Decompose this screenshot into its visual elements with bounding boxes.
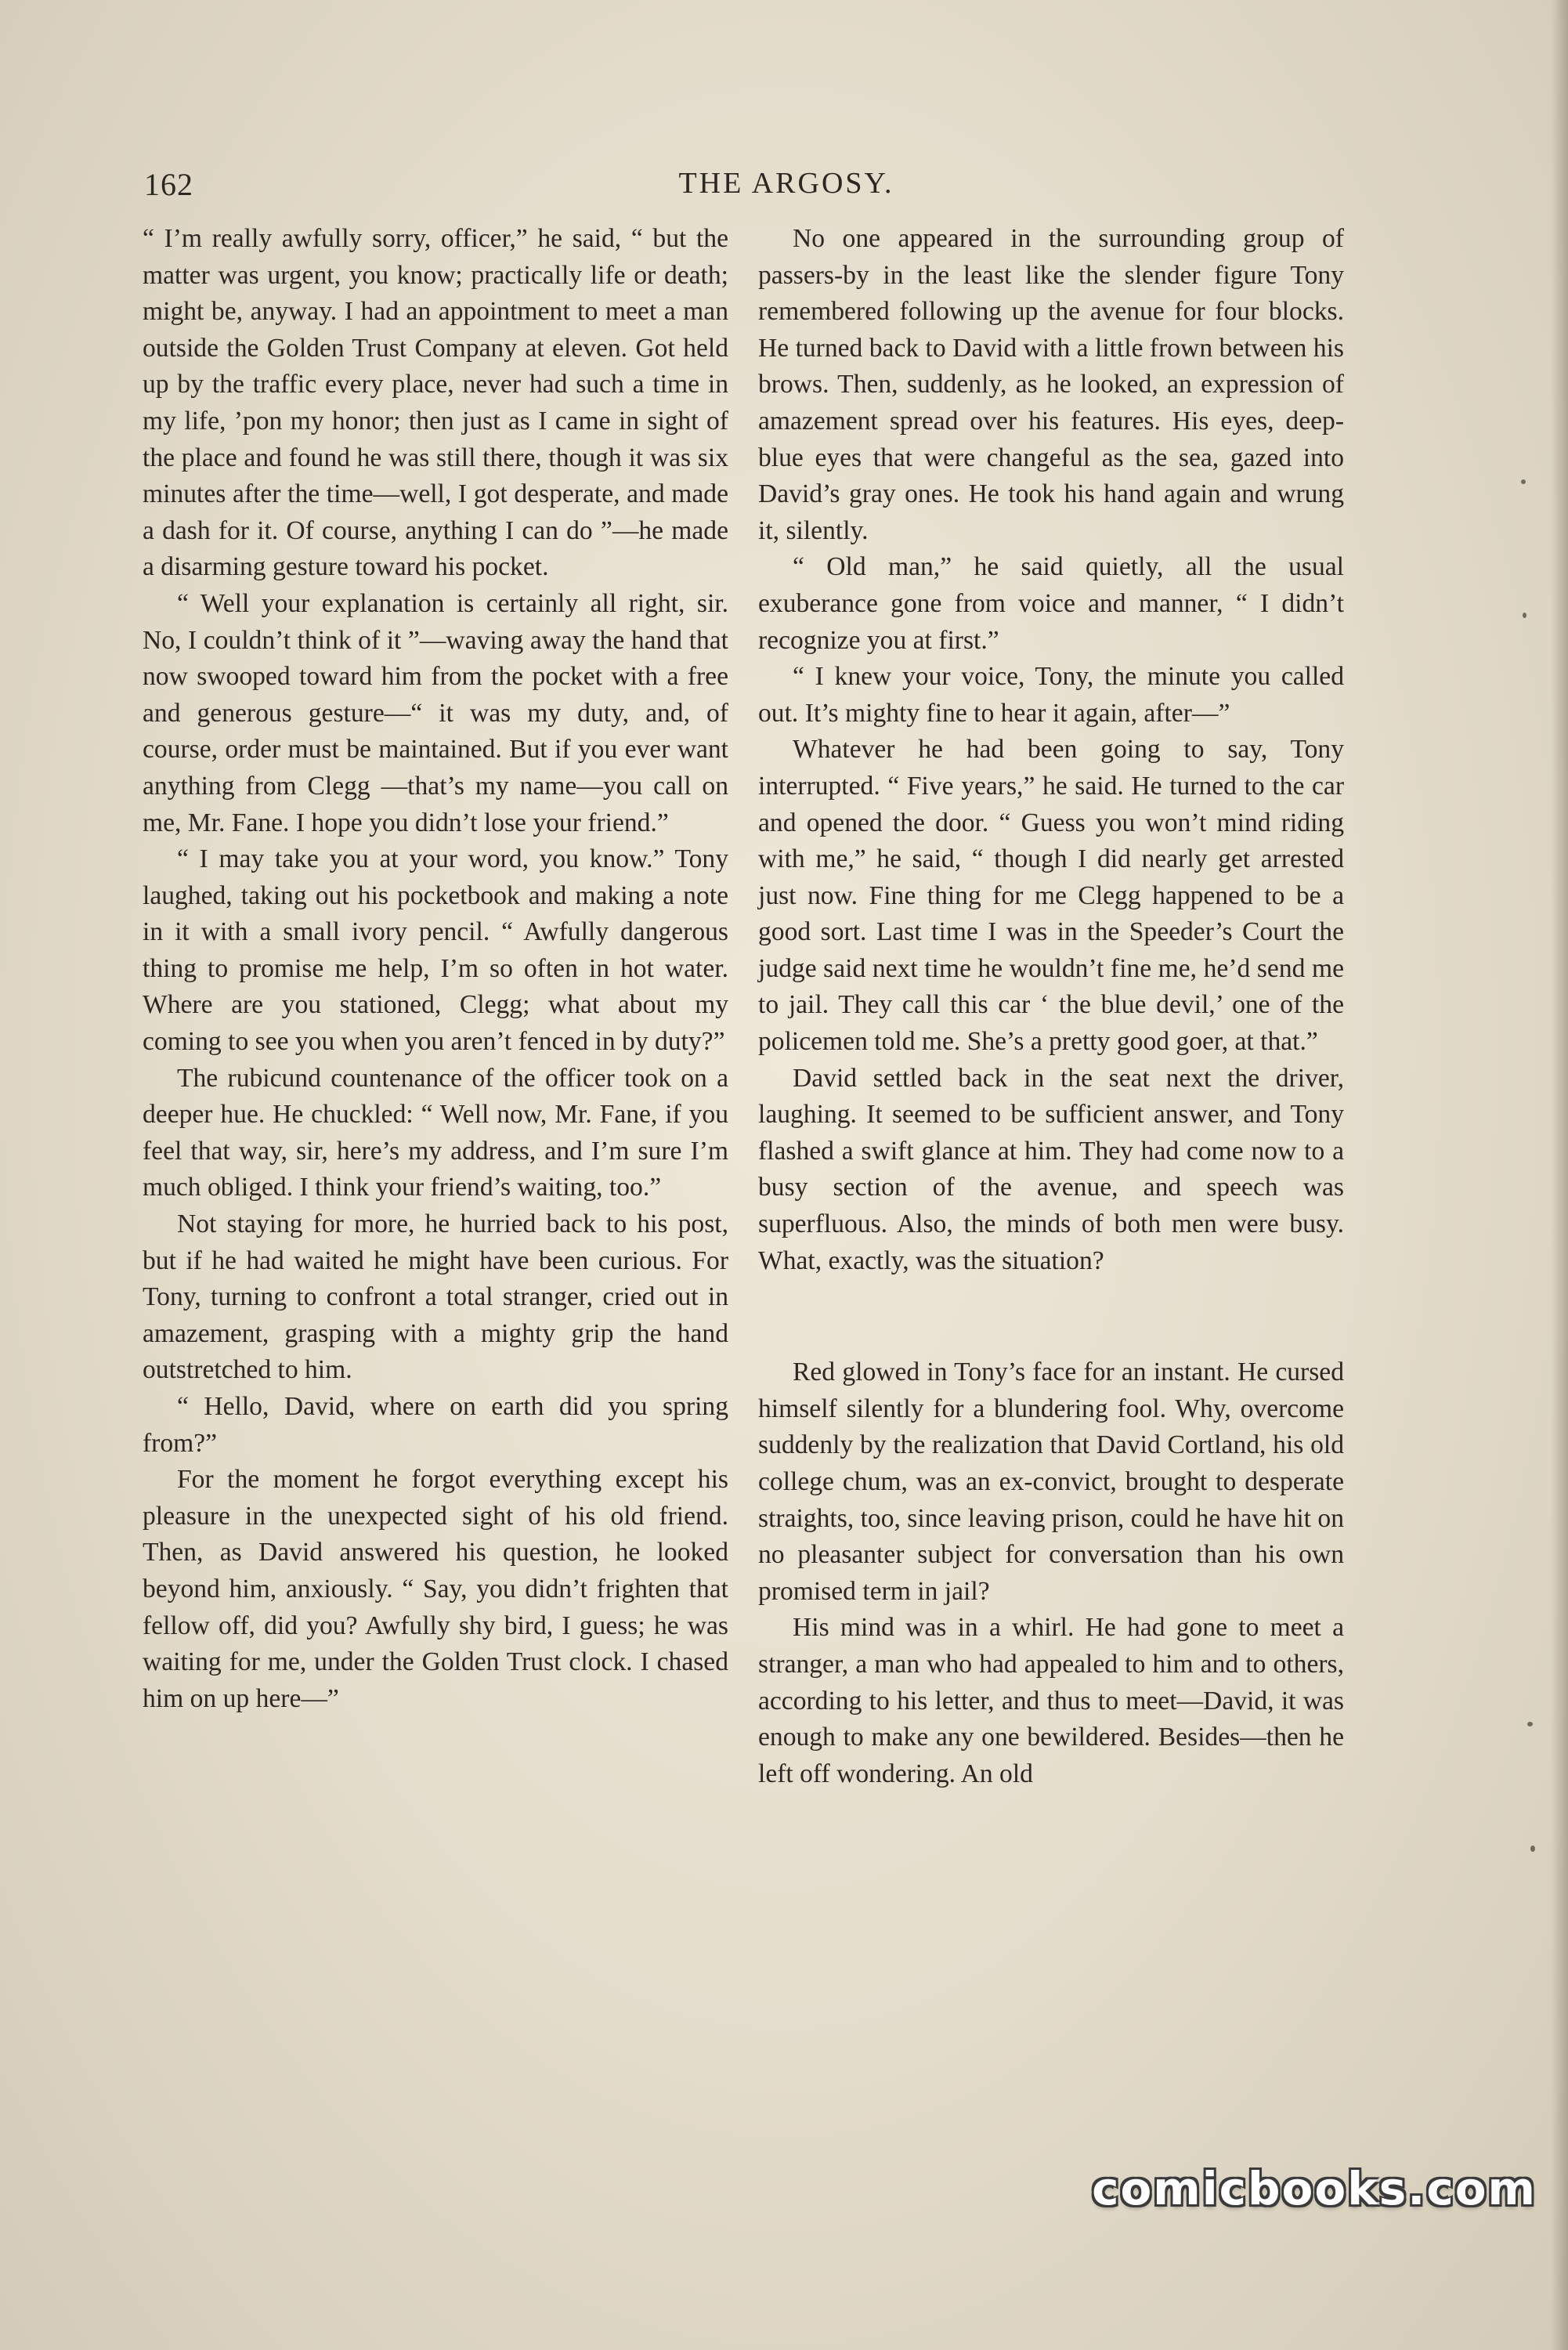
watermark: comicbooks.com (1092, 2162, 1537, 2215)
paragraph: David settled back in the seat next the driver, laughing. It seemed to be sufficient answer, and Tony flashed a swift glance at him. They had come now to a busy section of the avenue, and speech was superfluous. Also, the minds of both men were busy. What, exactly, was the situation? (758, 1063, 1344, 1275)
paragraph: For the moment he forgot everything except his pleasure in the unexpected sight of his old friend. Then, as David answered his question, he looked beyond him, anxiously. “ Say, you didn’t frighten that fellow off, did you? Awfully shy bird, I guess; he was waiting for me, under the Golden Trust clock. I chased him on up here—” (143, 1465, 728, 1713)
section-break (758, 1279, 1344, 1354)
paragraph: Red glowed in Tony’s face for an instant. He cursed himself silently for a blundering fool. Why, overcome suddenly by the realization that David Cortland, his old college chum, was an ex-convict, brought to desperate straights, too, since leaving prison, could he have hit on no pleasanter subject for conversation than his own promised term in jail? (758, 1358, 1344, 1606)
running-head: THE ARGOSY. (678, 167, 894, 200)
paragraph: “ I knew your voice, Tony, the minute you called out. It’s mighty fine to hear it again, after—” (758, 662, 1344, 728)
paragraph: His mind was in a whirl. He had gone to meet a stranger, a man who had appealed to him and to others, according to his letter, and thus to meet—David, it was enough to make any one bewildered. Besides—then he left off wondering. An old (758, 1613, 1344, 1788)
page-header (144, 166, 1429, 213)
paragraph: Not staying for more, he hurried back to his post, but if he had waited he might have been curious. For Tony, turning to confront a total stranger, cried out in amazement, grasping with a mighty grip the hand outstretched to him. (143, 1209, 728, 1385)
paragraph: “ I’m really awfully sorry, officer,” he said, “ but the matter was urgent, you know; practically life or death; might be, anyway. I had an appointment to meet a man outside the Golden Trust Company at eleven. Got held up by the traffic every place, never had such a time in my life, ’pon my honor; then just as I came in sight of the place and found he was still there, though it was six minutes after the time—well, I got desperate, and made a dash for it. Of course, anything I can do ”—he made a disarming gesture toward his pocket. (143, 224, 728, 582)
paragraph: The rubicund countenance of the officer took on a deeper hue. He chuckled: “ Well now, Mr. Fane, if you feel that way, sir, here’s my address, and I’m sure I’m much obliged. I think your friend’s waiting, too.” (143, 1063, 728, 1202)
print-speck (1530, 1846, 1535, 1852)
paragraph: “ Well your explanation is certainly all right, sir. No, I couldn’t think of it ”—waving away the hand that now swooped toward him from the pocket with a free and generous gesture—“ it was my duty, and, of course, order must be maintained. But if you ever want anything from Clegg —that’s my name—you call on me, Mr. Fane. I hope you didn’t lose your friend.” (143, 588, 728, 837)
print-speck (1521, 479, 1526, 484)
print-speck (1527, 1722, 1533, 1726)
page-number: 162 (144, 167, 193, 202)
paragraph: “ I may take you at your word, you know.” Tony laughed, taking out his pocketbook and making a note in it with a small ivory pencil. “ Awfully dangerous thing to promise me help, I’m so often in hot water. Where are you stationed, Clegg; what about my coming to see you when you aren’t fenced in by duty?” (143, 844, 728, 1057)
paragraph: “ Hello, David, where on earth did you spring from?” (143, 1392, 728, 1458)
left-column (143, 221, 728, 1717)
right-column (758, 221, 1344, 1792)
print-speck (1523, 613, 1526, 618)
page-edge-shadow (1551, 0, 1568, 2350)
paragraph: Whatever he had been going to say, Tony interrupted. “ Five years,” he said. He turned to the car and opened the door. “ Guess you won’t mind riding with me,” he said, “ though I did nearly get arrested just now. Fine thing for me Clegg happened to be a good sort. Last time I was in the Speeder’s Court the judge said next time he wouldn’t fine me, he’d send me to jail. They call this car ‘ the blue devil,’ one of the policemen told me. She’s a pretty good goer, at that.” (758, 735, 1344, 1057)
paragraph: No one appeared in the surrounding group of passers-by in the least like the slender figure Tony remembered following up the avenue for four blocks. He turned back to David with a little frown between his brows. Then, suddenly, as he looked, an expression of amazement spread over his features. His eyes, deep-blue eyes that were changeful as the sea, gazed into David’s gray ones. He took his hand again and wrung it, silently. (758, 224, 1344, 545)
paragraph: “ Old man,” he said quietly, all the usual exuberance gone from voice and manner, “ I didn’t recognize you at first.” (758, 552, 1344, 655)
